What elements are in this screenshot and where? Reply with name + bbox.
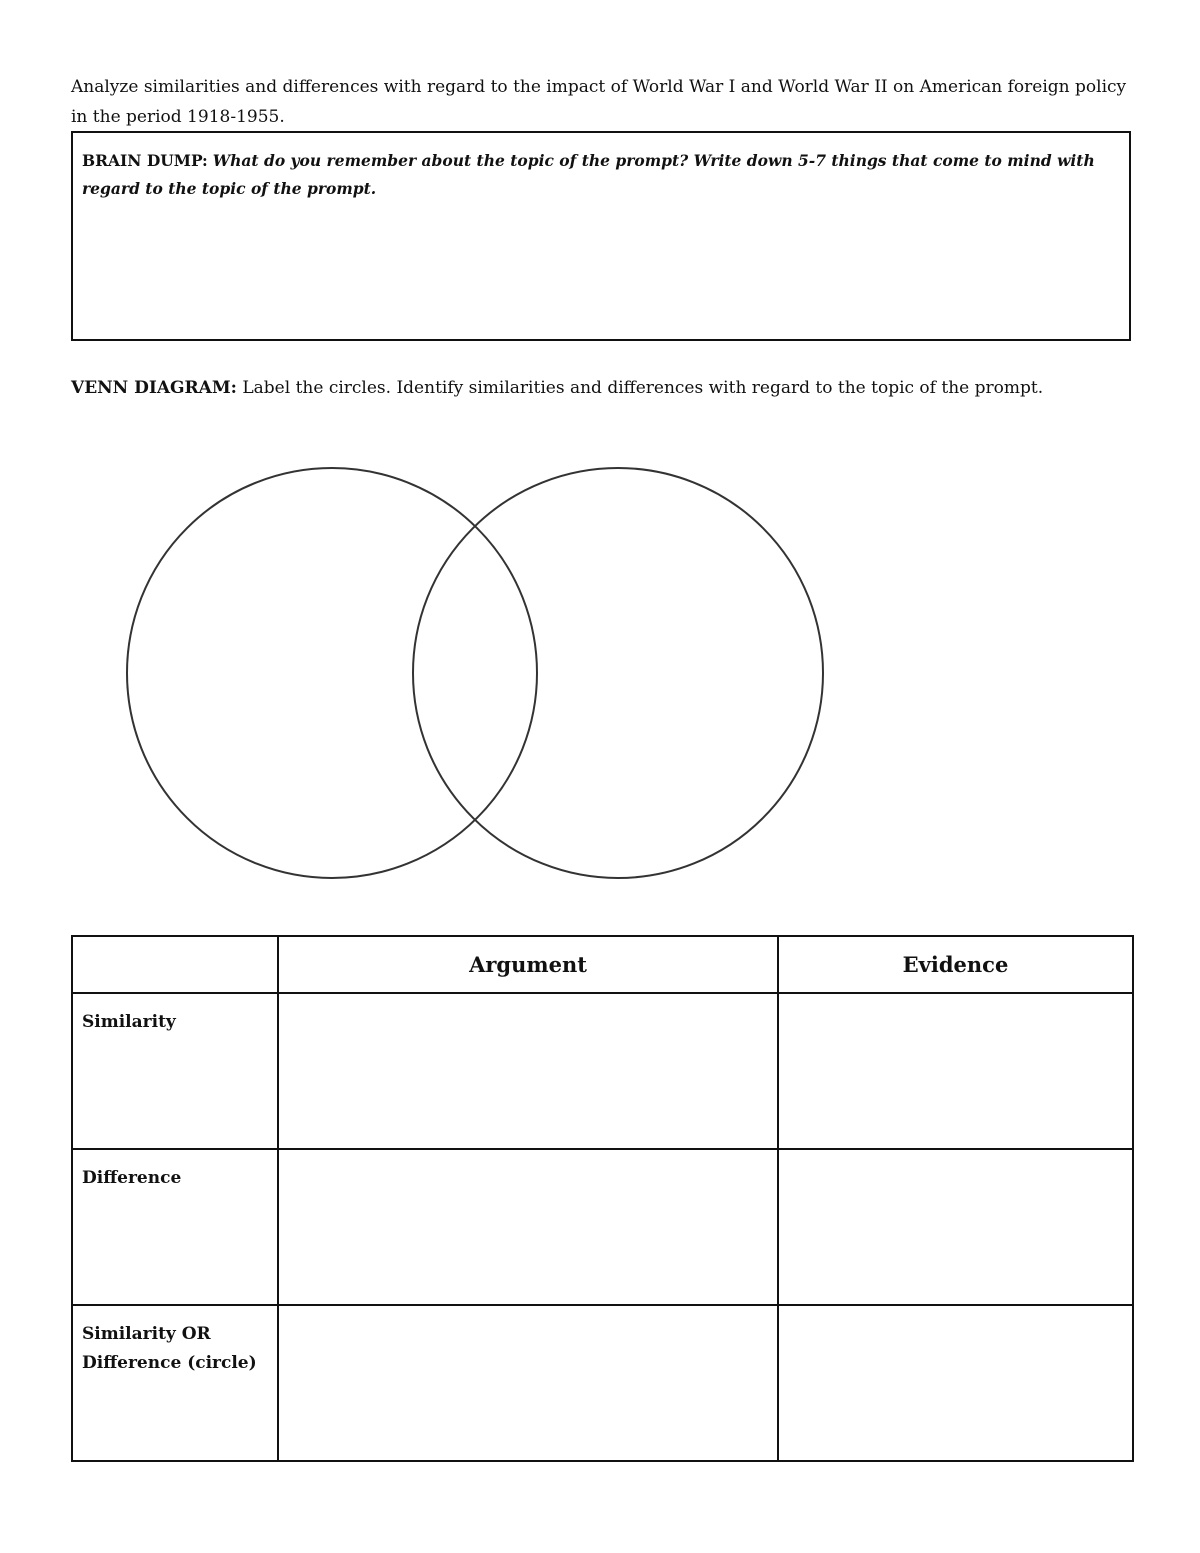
venn-intro (71, 374, 1131, 402)
evidence-cell[interactable] (778, 1149, 1133, 1305)
header-empty (72, 936, 278, 993)
table-row-similarity-or-difference (72, 1305, 1133, 1461)
row-label-similarity: Similarity (72, 993, 278, 1149)
venn-label: VENN DIAGRAM: (71, 378, 237, 398)
brain-dump-box[interactable] (71, 131, 1131, 341)
prompt-text: Analyze similarities and differences with regard to the impact of World War I and World War II on American foreign policy in the period 1918-1955. (71, 77, 1127, 127)
header-evidence: Evidence (778, 936, 1133, 993)
brain-dump-instructions: What do you remember about the topic of the prompt? Write down 5-7 things that come to mind with regard to the topic of the prompt. (82, 151, 1095, 198)
venn-instructions: Label the circles. Identify similarities and differences with regard to the topic of the prompt. (242, 378, 1044, 398)
header-argument: Argument (278, 936, 778, 993)
brain-dump-label: BRAIN DUMP: (82, 151, 208, 170)
venn-right-circle[interactable] (413, 468, 823, 878)
argument-evidence-table (71, 935, 1134, 1462)
argument-cell[interactable] (278, 1305, 778, 1461)
row-label-similarity-or-difference: Similarity OR Difference (circle) (72, 1305, 278, 1461)
evidence-cell[interactable] (778, 993, 1133, 1149)
venn-left-circle[interactable] (127, 468, 537, 878)
argument-cell[interactable] (278, 1149, 778, 1305)
table-row-difference (72, 1149, 1133, 1305)
table-header-row (72, 936, 1133, 993)
row-label-difference: Difference (72, 1149, 278, 1305)
evidence-cell[interactable] (778, 1305, 1133, 1461)
table-row-similarity (72, 993, 1133, 1149)
argument-cell[interactable] (278, 993, 778, 1149)
venn-diagram (110, 450, 840, 895)
